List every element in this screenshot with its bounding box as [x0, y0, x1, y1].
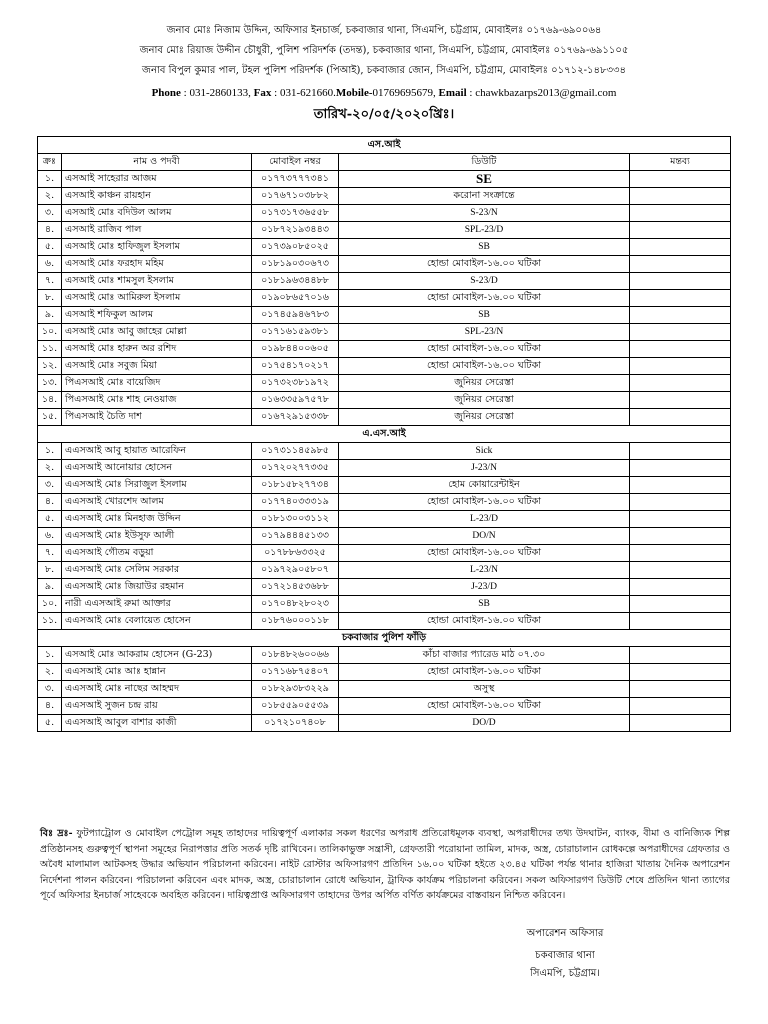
table-row: [38, 647, 731, 664]
serial-cell: ১৩.: [38, 375, 62, 392]
name-cell: এএসআই মোঃ সিরাজুল ইসলাম: [62, 477, 252, 494]
duty-cell: DO/D: [339, 715, 630, 732]
document-date: তারিখ-২০/০৫/২০২০খ্রিঃ।: [313, 107, 455, 122]
duty-cell: হোন্ডা মোবাইল-১৬.০০ ঘটিকা: [339, 358, 630, 375]
remarks-cell: [630, 324, 731, 341]
table-row: [38, 307, 731, 324]
mobile-cell: ০১৭০৪৮২৮০২৩: [252, 596, 339, 613]
duty-cell: জুনিয়র সেরেস্তা: [339, 409, 630, 426]
remarks-cell: [630, 562, 731, 579]
table-row: [38, 681, 731, 698]
name-cell: এসআই মোঃ আমিরুল ইসলাম: [62, 290, 252, 307]
header-contact-line: [0, 86, 768, 100]
table-row: [38, 698, 731, 715]
mobile-cell: ০১৭৩১১৪৫৯৮৫: [252, 443, 339, 460]
serial-cell: ২.: [38, 664, 62, 681]
mobile-cell: ০১৭৭৪০৩৩৩১৯: [252, 494, 339, 511]
duty-cell: SPL-23/N: [339, 324, 630, 341]
remarks-cell: [630, 171, 731, 188]
serial-cell: ১০.: [38, 596, 62, 613]
mobile-label: Mobile-: [335, 87, 373, 99]
phone-value: : 031-2860133,: [183, 87, 251, 99]
remarks-cell: [630, 494, 731, 511]
duty-cell: করোনা সংক্রান্তে: [339, 188, 630, 205]
remarks-cell: [630, 392, 731, 409]
header-line-oc: জনাব মোঃ নিজাম উদ্দিন, অফিসার ইনচার্জ, চকবাজার থানা, সিএমপি, চট্টগ্রাম, মোবাইলঃ ০১৭৬৯-৬৯০০৬৪: [166, 25, 602, 36]
remarks-cell: [630, 188, 731, 205]
table-row: [38, 562, 731, 579]
table-row: [38, 273, 731, 290]
mobile-cell: ০১৯৭২৯০৫৮০৭: [252, 562, 339, 579]
serial-cell: ১১.: [38, 341, 62, 358]
mobile-cell: ০১৯০৮৬৫৭০১৬: [252, 290, 339, 307]
remarks-cell: [630, 222, 731, 239]
table-row: [38, 664, 731, 681]
remarks-cell: [630, 511, 731, 528]
duty-cell: DO/N: [339, 528, 630, 545]
remarks-cell: [630, 545, 731, 562]
name-cell: এএসআই মোঃ বেলায়েত হোসেন: [62, 613, 252, 630]
duty-cell: হোন্ডা মোবাইল-১৬.০০ ঘটিকা: [339, 545, 630, 562]
note-label: বিঃ দ্রঃ-: [40, 828, 73, 839]
serial-cell: ৮.: [38, 562, 62, 579]
serial-cell: ৫.: [38, 715, 62, 732]
table-row: [38, 392, 731, 409]
email-value: : chawkbazarps2013@gmail.com: [469, 87, 617, 99]
remarks-cell: [630, 460, 731, 477]
name-cell: এএসআই মোঃ মিনহাজ উদ্দিন: [62, 511, 252, 528]
duty-cell: J-23/N: [339, 460, 630, 477]
name-cell: এসআই কাঞ্চন রায়হান: [62, 188, 252, 205]
mobile-cell: ০১৭৬৭১০৩৮৮২: [252, 188, 339, 205]
remarks-cell: [630, 528, 731, 545]
table-row: [38, 256, 731, 273]
mobile-cell: ০১৭১৬১৫৯৩৮১: [252, 324, 339, 341]
duty-cell: হোন্ডা মোবাইল-১৬.০০ ঘটিকা: [339, 290, 630, 307]
table-row: [38, 358, 731, 375]
column-header-serial: ক্রঃ: [38, 154, 62, 171]
name-cell: এসআই রাজিব পাল: [62, 222, 252, 239]
serial-cell: ৫.: [38, 239, 62, 256]
mobile-cell: ০১৮১৯৬৩৪৪৮৮: [252, 273, 339, 290]
remarks-cell: [630, 341, 731, 358]
duty-cell: হোম কোয়ারেন্টাইন: [339, 477, 630, 494]
serial-cell: ১৫.: [38, 409, 62, 426]
serial-cell: ২.: [38, 188, 62, 205]
serial-cell: ১.: [38, 647, 62, 664]
table-row: [38, 409, 731, 426]
mobile-cell: ০১৭৮৮৬৩৩২৫: [252, 545, 339, 562]
duty-cell: S-23/N: [339, 205, 630, 222]
duty-cell: S-23/D: [339, 273, 630, 290]
serial-cell: ৪.: [38, 494, 62, 511]
table-row: [38, 715, 731, 732]
table-row: [38, 188, 731, 205]
duty-cell: L-23/N: [339, 562, 630, 579]
name-cell: এএসআই সুজন চন্দ্র রায়: [62, 698, 252, 715]
duty-cell: জুনিয়র সেরেস্তা: [339, 392, 630, 409]
table-row: [38, 613, 731, 630]
serial-cell: ৯.: [38, 579, 62, 596]
remarks-cell: [630, 205, 731, 222]
duty-cell: কাঁচা বাজার প্যারেড মাঠ ০৭.৩০: [339, 647, 630, 664]
mobile-value: 01769695679,: [372, 87, 436, 99]
table-row: [38, 460, 731, 477]
mobile-cell: ০১৭২০২৭৭৩৩৫: [252, 460, 339, 477]
duty-cell: হোন্ডা মোবাইল-১৬.০০ ঘটিকা: [339, 256, 630, 273]
table-row: [38, 545, 731, 562]
section-title: চকবাজার পুলিশ ফাঁড়ি: [38, 630, 731, 647]
serial-cell: ৯.: [38, 307, 62, 324]
serial-cell: ১৪.: [38, 392, 62, 409]
remarks-cell: [630, 681, 731, 698]
name-cell: এসআই মোঃ আকরাম হোসেন (G-23): [62, 647, 252, 664]
column-header-remarks: মন্তব্য: [630, 154, 731, 171]
mobile-cell: ০১৮২৯৩৮৩২২৯: [252, 681, 339, 698]
duty-cell: J-23/D: [339, 579, 630, 596]
table-row: [38, 375, 731, 392]
note-paragraph: [40, 826, 730, 904]
serial-cell: ৭.: [38, 545, 62, 562]
mobile-cell: ০১৬৭২৯১৫৩৩৮: [252, 409, 339, 426]
table-row: [38, 324, 731, 341]
remarks-cell: [630, 613, 731, 630]
name-cell: এএসআই মোঃ আঃ হান্নান: [62, 664, 252, 681]
name-cell: পিএসআই মোঃ বায়েজিদ: [62, 375, 252, 392]
table-row: [38, 596, 731, 613]
column-header-mobile: মোবাইল নম্বর: [252, 154, 339, 171]
mobile-cell: ০১৮৭৬০০০১১৮: [252, 613, 339, 630]
name-cell: এএসআই আনোয়ার হোসেন: [62, 460, 252, 477]
duty-cell: জুনিয়র সেরেস্তা: [339, 375, 630, 392]
mobile-cell: ০১৮১৯০৩০৬৭৩: [252, 256, 339, 273]
name-cell: এএসআই মোঃ নাছের আহম্মদ: [62, 681, 252, 698]
remarks-cell: [630, 290, 731, 307]
table-row: [38, 511, 731, 528]
name-cell: এসআই শফিকুল আলম: [62, 307, 252, 324]
mobile-cell: ০১৭৩২৩৮১৯৭২: [252, 375, 339, 392]
remarks-cell: [630, 715, 731, 732]
name-cell: পিএসআই মোঃ শাহ নেওয়াজ: [62, 392, 252, 409]
name-cell: এএসআই মোঃ ইউসুফ আলী: [62, 528, 252, 545]
signature-location: সিএমপি, চট্টগ্রাম।: [530, 968, 600, 979]
table-row: [38, 341, 731, 358]
name-cell: এসআই মোঃ বদিউল আলম: [62, 205, 252, 222]
section-row: [38, 630, 731, 647]
serial-cell: ১.: [38, 443, 62, 460]
mobile-cell: ০১৮৫৫৯০৫৫৩৯: [252, 698, 339, 715]
name-cell: এএসআই আবু হায়াত আরেফিন: [62, 443, 252, 460]
table-row: [38, 205, 731, 222]
name-cell: পিএসআই চৈতি দাশ: [62, 409, 252, 426]
serial-cell: ৬.: [38, 256, 62, 273]
fax-value: : 031-621660.: [274, 87, 336, 99]
remarks-cell: [630, 698, 731, 715]
duty-cell: SE: [339, 171, 630, 188]
remarks-cell: [630, 239, 731, 256]
mobile-cell: ০১৭২১৪৫৩৬৮৮: [252, 579, 339, 596]
duty-cell: হোন্ডা মোবাইল-১৬.০০ ঘটিকা: [339, 341, 630, 358]
name-cell: এএসআই আবুল বাশার কাজী: [62, 715, 252, 732]
mobile-cell: ০১৮১৫৮২৭৭৩৪: [252, 477, 339, 494]
column-header-duty: ডিউটি: [339, 154, 630, 171]
remarks-cell: [630, 256, 731, 273]
remarks-cell: [630, 443, 731, 460]
mobile-cell: ০১৯৮৪৪০০৬০৫: [252, 341, 339, 358]
table-row: [38, 222, 731, 239]
duty-cell: Sick: [339, 443, 630, 460]
column-header-name: নাম ও পদবী: [62, 154, 252, 171]
duty-cell: হোন্ডা মোবাইল-১৬.০০ ঘটিকা: [339, 698, 630, 715]
remarks-cell: [630, 375, 731, 392]
serial-cell: ৩.: [38, 205, 62, 222]
remarks-cell: [630, 647, 731, 664]
duty-cell: SB: [339, 239, 630, 256]
table-row: [38, 579, 731, 596]
header-line-inspector-investigation: জনাব মোঃ রিয়াজ উদ্দীন চৌধুরী, পুলিশ পরিদর্শক (তদন্ত), চকবাজার থানা, সিএমপি, চট্টগ্রাম, মোবাইলঃ ০১৭৬৯-৬৯১১০৫: [139, 45, 629, 56]
table-header-row: [38, 154, 731, 171]
duty-cell: হোন্ডা মোবাইল-১৬.০০ ঘটিকা: [339, 613, 630, 630]
mobile-cell: ০১৮৪৮২৬০০৬৬: [252, 647, 339, 664]
mobile-cell: ০১৮১৩০০৩১১২: [252, 511, 339, 528]
serial-cell: ৬.: [38, 528, 62, 545]
mobile-cell: ০১৭৩৯০৮৫০২৫: [252, 239, 339, 256]
name-cell: এসআই মোঃ ফরহাদ মহিম: [62, 256, 252, 273]
mobile-cell: ০১৮৭২১৯৩৪৪৩: [252, 222, 339, 239]
name-cell: নারী এএসআই রুমা আক্তার: [62, 596, 252, 613]
serial-cell: ১২.: [38, 358, 62, 375]
name-cell: এসআই সাহেরার আজম: [62, 171, 252, 188]
email-label: Email: [438, 87, 467, 99]
duty-cell: SB: [339, 596, 630, 613]
duty-cell: SB: [339, 307, 630, 324]
table-row: [38, 239, 731, 256]
duty-cell: অসুস্থ: [339, 681, 630, 698]
table-row: [38, 494, 731, 511]
name-cell: এএসআই খোরশেদ আলম: [62, 494, 252, 511]
serial-cell: ৪.: [38, 222, 62, 239]
mobile-cell: ০১৭২১০৭৪০৮: [252, 715, 339, 732]
mobile-cell: ০১৭৪৫৯৪৬৭৮৩: [252, 307, 339, 324]
duty-cell: হোন্ডা মোবাইল-১৬.০০ ঘটিকা: [339, 664, 630, 681]
remarks-cell: [630, 477, 731, 494]
name-cell: এএসআই গৌতম বড়ুয়া: [62, 545, 252, 562]
name-cell: এসআই মোঃ হাফিজুল ইসলাম: [62, 239, 252, 256]
serial-cell: ৭.: [38, 273, 62, 290]
remarks-cell: [630, 664, 731, 681]
name-cell: এসআই মোঃ শামসুল ইসলাম: [62, 273, 252, 290]
name-cell: এএসআই মোঃ জিয়াউর রহমান: [62, 579, 252, 596]
header-line-patrol-inspector: জনাব বিপুল কুমার পাল, টহল পুলিশ পরিদর্শক (পিআই), চকবাজার জোন, সিএমপি, চট্টগ্রাম, মোবাইলঃ ০১৭১২-১৪৮৩৩৪: [142, 65, 626, 76]
serial-cell: ৩.: [38, 477, 62, 494]
mobile-cell: ০১৭৭৩৭৭৭৩৪১: [252, 171, 339, 188]
signature-station: চকবাজার থানা: [535, 950, 595, 961]
table-row: [38, 290, 731, 307]
duty-cell: L-23/D: [339, 511, 630, 528]
mobile-cell: ০১৭১৬৮৭৫৪০৭: [252, 664, 339, 681]
mobile-cell: ০১৬৩৩৫৯৭৫৭৮: [252, 392, 339, 409]
section-title: এ.এস.আই: [38, 426, 731, 443]
remarks-cell: [630, 273, 731, 290]
serial-cell: ৪.: [38, 698, 62, 715]
remarks-cell: [630, 358, 731, 375]
name-cell: এসআই মোঃ আবু জাহের মোল্লা: [62, 324, 252, 341]
table-row: [38, 477, 731, 494]
serial-cell: ৩.: [38, 681, 62, 698]
serial-cell: ১১.: [38, 613, 62, 630]
duty-roster-table: [37, 136, 731, 732]
signature-title: অপারেশন অফিসার: [526, 928, 604, 939]
fax-label: Fax: [253, 87, 272, 99]
name-cell: এসআই মোঃ সবুজ মিয়া: [62, 358, 252, 375]
remarks-cell: [630, 307, 731, 324]
mobile-cell: ০১৭৩১৭৩৬৫৫৮: [252, 205, 339, 222]
table-row: [38, 443, 731, 460]
duty-cell: SPL-23/D: [339, 222, 630, 239]
remarks-cell: [630, 596, 731, 613]
serial-cell: ১০.: [38, 324, 62, 341]
section-row: [38, 426, 731, 443]
name-cell: এসআই মোঃ হারুন অর রশিদ: [62, 341, 252, 358]
duty-cell: হোন্ডা মোবাইল-১৬.০০ ঘটিকা: [339, 494, 630, 511]
serial-cell: ৮.: [38, 290, 62, 307]
table-row: [38, 528, 731, 545]
remarks-cell: [630, 409, 731, 426]
serial-cell: ১.: [38, 171, 62, 188]
table-row: [38, 171, 731, 188]
phone-label: Phone: [151, 87, 181, 99]
mobile-cell: ০১৭৫৪১৭০২১৭: [252, 358, 339, 375]
section-row: [38, 137, 731, 154]
mobile-cell: ০১৭৯৪৪৪৫১৩৩: [252, 528, 339, 545]
section-title: এস.আই: [38, 137, 731, 154]
note-text: ফুটপ্যাট্রোল ও মোবাইল পেট্রোল সমূহ তাহাদের দায়িত্বপূর্ণ এলাকার সকল ধরণের অপরাধ প্রতিরোধমূলক ব্যবস্থা, অপরাধীদের তথ্য উদঘাটন, ব্যাংক, বীমা ও বানিজ্যিক শিল্প প্রতিষ্ঠানসহ গুরুত্বপূর্ণ স্থাপনা সমূহের নিরাপত্তার প্রতি সতর্ক দৃষ্টি রাখিবেন। তালিকাভুক্ত সন্ত্রাসী, গ্রেফতারী পরোয়ানা তামিল, মাদক, অস্ত্র, চোরাচালান রোধকল্পে অপরাধীদের গ্রেফতার ও অবৈধ মালামাল আটকসহ উদ্ধার অভিযান পরিচালনা করিবেন। নাইট রোস্টার অফিসারগণ প্রতিদিন ১৬.০০ ঘটিকা হইতে ২৩.৪৫ ঘটিকা পর্যন্ত থানার হাজিরা খাতায় দৈনিক অপারেশন নির্দেশনা পালন করিবেন। পরিচালনা করিবেন এবং মাদক, অস্ত্র, চোরাচালান রোধে অভিযান, ট্রাফিক কার্যক্রম পরিচালনা করিবেন। সকল অফিসারগণ ডিউটি শেষে প্রতিদিন থানা ত্যাগের পূর্বে অফিসার ইনচার্জ সাহেবকে অবহিত করিবেন। দায়িত্বপ্রাপ্ত অফিসারগণ তাহাদের উপর অর্পিত বর্ণিত কার্যক্রমের বাস্তবায়ন নিশ্চিত করিবেন।: [40, 828, 731, 901]
serial-cell: ২.: [38, 460, 62, 477]
name-cell: এএসআই মোঃ সেলিম সরকার: [62, 562, 252, 579]
remarks-cell: [630, 579, 731, 596]
serial-cell: ৫.: [38, 511, 62, 528]
